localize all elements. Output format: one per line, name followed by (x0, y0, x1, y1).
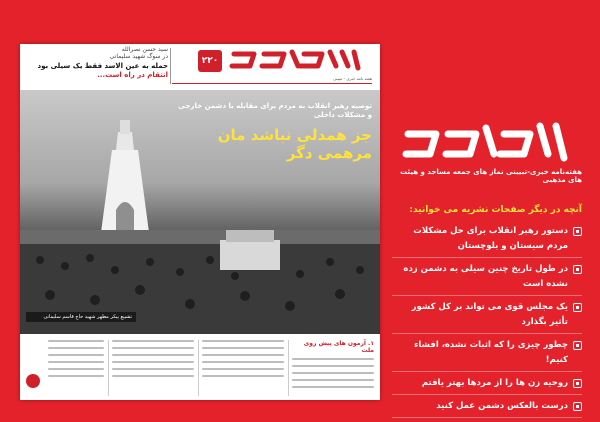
list-item-label: درست بالعکس دشمن عمل کنید (436, 401, 568, 411)
teaser-sub: در سوگ شهید سلیمانی (109, 52, 168, 60)
cover-subline: هفته نامه خبری - تبیینی (333, 76, 372, 81)
column-1 (292, 340, 374, 400)
column-3 (112, 340, 194, 400)
list-item-label: روحیه زن ها را از مردها بهتر یافتم (421, 378, 568, 388)
teaser-top: سید حسن نصرالله (121, 46, 168, 53)
list-item[interactable] (392, 376, 582, 395)
issue-number: ۲۲۰ (198, 50, 222, 72)
list-item[interactable] (392, 300, 582, 334)
cover-teaser (30, 47, 168, 79)
brand-logo (400, 112, 570, 174)
page-icon (573, 227, 582, 236)
list-item-label: یک مجلس قوی می تواند بر کل کشور تأثیر بگذارد (411, 302, 568, 327)
list-item[interactable] (392, 224, 582, 258)
column-title: ۱. آرمون های پیش روی ملت (303, 340, 374, 354)
list-item-label: در طول تاریخ چنین سیلی به دشمن زده نشده است (403, 264, 568, 289)
photo-kicker: توصیه رهبر انقلاب به مردم برای مقابله با دشمن خارجی و مشکلات داخلی (178, 102, 372, 120)
page-icon (573, 341, 582, 350)
column-divider (288, 340, 289, 396)
teaser-quote: حمله به عین الاسد فقط یک سیلی بود (37, 61, 168, 70)
column-2 (202, 340, 284, 400)
column-4 (48, 340, 104, 400)
teaser-red: انتقام در راه است... (97, 70, 168, 79)
cover-columns (20, 334, 380, 400)
inside-pages-title: آنچه در دیگر صفحات نشریه می خوانید: (409, 205, 582, 215)
photo-caption: تشییع پیکر مطهر شهید حاج قاسم سلیمانی (26, 312, 136, 322)
list-item[interactable] (392, 338, 582, 372)
magazine-cover (20, 44, 380, 400)
page-icon (573, 402, 582, 411)
page-icon (573, 379, 582, 388)
brand-tagline: هفته‌نامه خبری-تبیینی نماز های جمعه مساجد و هیئت های مذهبی (400, 168, 582, 184)
cover-photo (20, 90, 380, 334)
column-divider (198, 340, 199, 396)
list-item-label: دستور رهبر انقلاب برای حل مشکلات مردم سیستان و بلوچستان (413, 226, 568, 251)
bookmark-icon (26, 374, 40, 388)
list-item-label: چطور چیزی را که اثبات نشده، افشاء کنیم! (414, 340, 568, 365)
cover-logo (172, 46, 370, 74)
page-icon (573, 265, 582, 274)
page-icon (573, 303, 582, 312)
photo-headline-block (172, 102, 372, 162)
cover-sub-rule (172, 83, 372, 84)
list-item[interactable] (392, 262, 582, 296)
column-divider (108, 340, 109, 396)
cover-header (20, 44, 380, 90)
photo-headline: جز همدلی نباشد مان مرهمی دگر (217, 126, 372, 163)
list-item[interactable] (392, 399, 582, 418)
teaser-divider (170, 48, 171, 84)
inside-pages-list (392, 224, 582, 422)
